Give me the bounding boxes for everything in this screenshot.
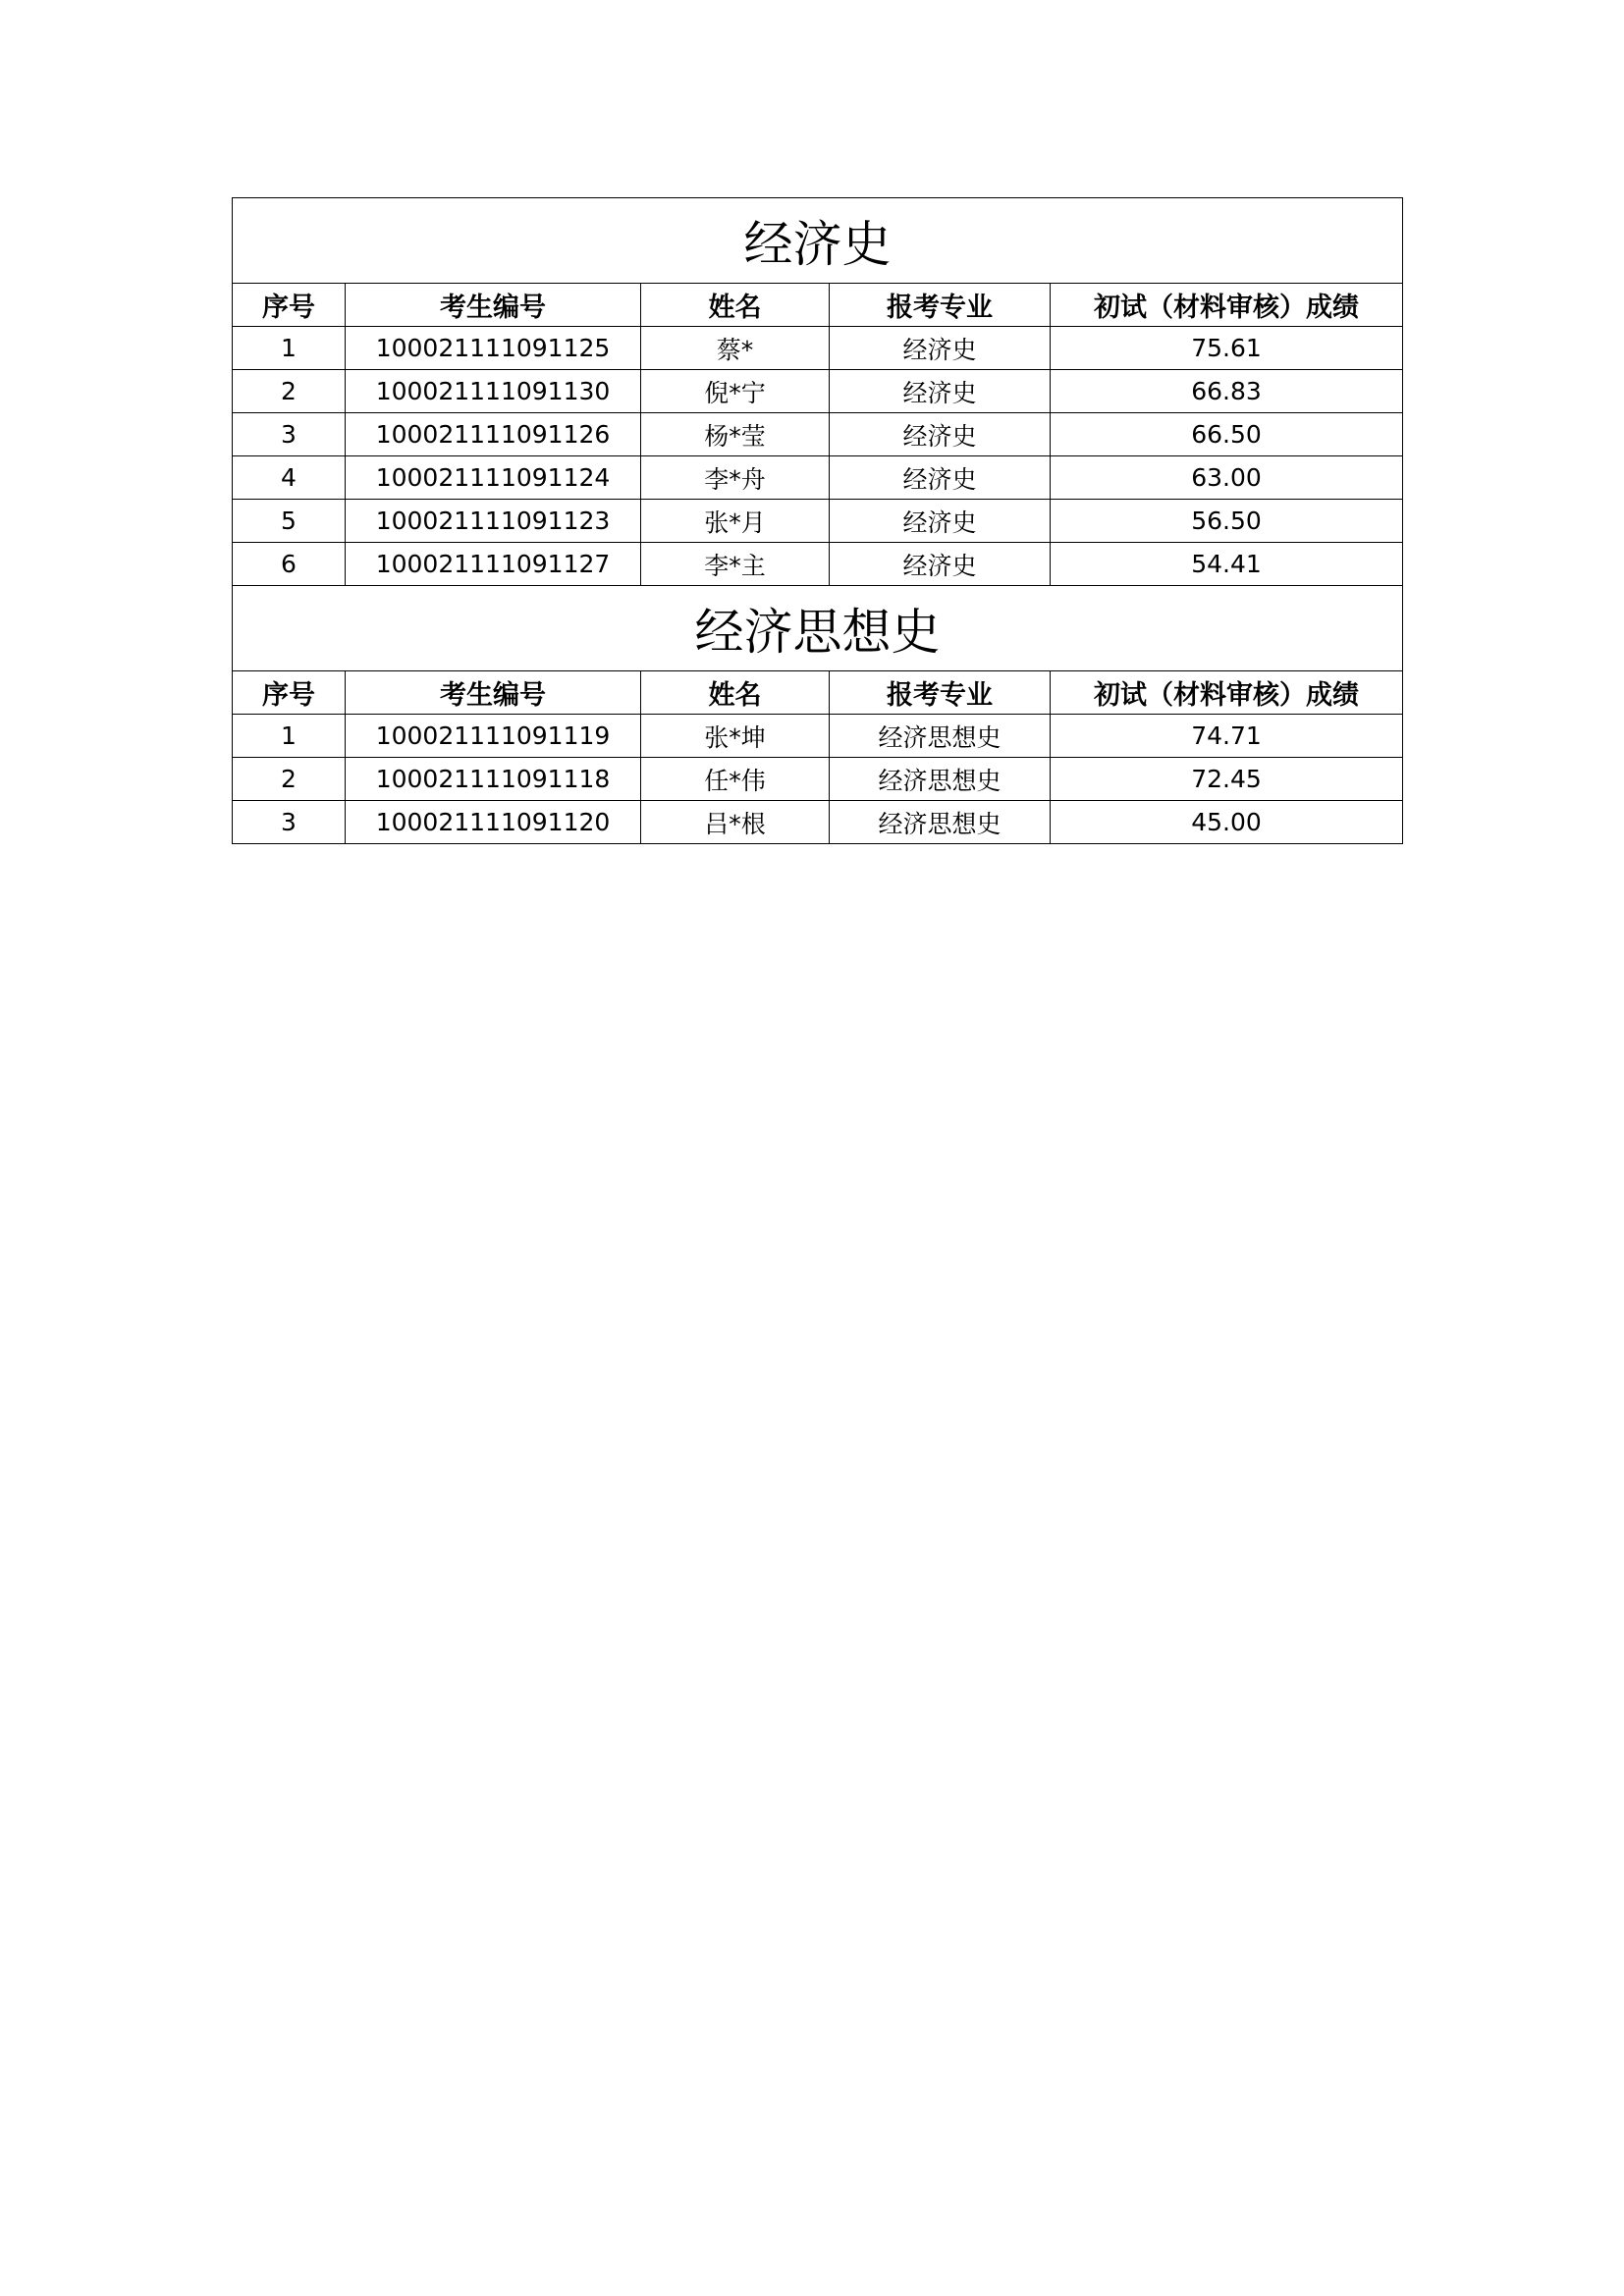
cell-candidate-id: 100021111091125 — [346, 327, 641, 370]
section-title: 经济思想史 — [233, 586, 1403, 671]
cell-candidate-id: 100021111091123 — [346, 500, 641, 543]
cell-major: 经济思想史 — [830, 758, 1051, 801]
table-row — [233, 758, 1403, 801]
cell-name: 张*月 — [641, 500, 830, 543]
cell-name: 蔡* — [641, 327, 830, 370]
table-row — [233, 456, 1403, 500]
cell-major: 经济思想史 — [830, 801, 1051, 844]
cell-name: 任*伟 — [641, 758, 830, 801]
table-row — [233, 543, 1403, 586]
table-row — [233, 500, 1403, 543]
cell-index: 2 — [233, 758, 346, 801]
cell-score: 66.83 — [1051, 370, 1403, 413]
score-table-body — [233, 198, 1403, 844]
cell-index: 3 — [233, 801, 346, 844]
cell-score: 63.00 — [1051, 456, 1403, 500]
header-major: 报考专业 — [830, 284, 1051, 327]
cell-index: 6 — [233, 543, 346, 586]
header-score: 初试（材料审核）成绩 — [1051, 284, 1403, 327]
cell-index: 1 — [233, 715, 346, 758]
table-row — [233, 715, 1403, 758]
header-score: 初试（材料审核）成绩 — [1051, 671, 1403, 715]
cell-candidate-id: 100021111091119 — [346, 715, 641, 758]
cell-candidate-id: 100021111091130 — [346, 370, 641, 413]
header-row — [233, 284, 1403, 327]
cell-index: 1 — [233, 327, 346, 370]
header-index: 序号 — [233, 284, 346, 327]
cell-candidate-id: 100021111091120 — [346, 801, 641, 844]
header-candidate-id: 考生编号 — [346, 284, 641, 327]
header-row — [233, 671, 1403, 715]
table-row — [233, 370, 1403, 413]
cell-major: 经济史 — [830, 500, 1051, 543]
cell-index: 3 — [233, 413, 346, 456]
header-index: 序号 — [233, 671, 346, 715]
cell-score: 45.00 — [1051, 801, 1403, 844]
header-name: 姓名 — [641, 284, 830, 327]
cell-major: 经济史 — [830, 413, 1051, 456]
cell-major: 经济思想史 — [830, 715, 1051, 758]
cell-candidate-id: 100021111091118 — [346, 758, 641, 801]
section-title: 经济史 — [233, 198, 1403, 284]
cell-candidate-id: 100021111091127 — [346, 543, 641, 586]
cell-name: 吕*根 — [641, 801, 830, 844]
cell-index: 4 — [233, 456, 346, 500]
cell-score: 74.71 — [1051, 715, 1403, 758]
cell-score: 54.41 — [1051, 543, 1403, 586]
cell-score: 72.45 — [1051, 758, 1403, 801]
cell-candidate-id: 100021111091126 — [346, 413, 641, 456]
cell-name: 李*舟 — [641, 456, 830, 500]
table-row — [233, 327, 1403, 370]
table-row — [233, 801, 1403, 844]
header-major: 报考专业 — [830, 671, 1051, 715]
cell-major: 经济史 — [830, 456, 1051, 500]
header-name: 姓名 — [641, 671, 830, 715]
table-row — [233, 413, 1403, 456]
cell-index: 2 — [233, 370, 346, 413]
cell-major: 经济史 — [830, 327, 1051, 370]
section-title-row — [233, 586, 1403, 671]
cell-score: 75.61 — [1051, 327, 1403, 370]
cell-name: 杨*莹 — [641, 413, 830, 456]
cell-score: 66.50 — [1051, 413, 1403, 456]
cell-index: 5 — [233, 500, 346, 543]
cell-score: 56.50 — [1051, 500, 1403, 543]
cell-name: 李*主 — [641, 543, 830, 586]
cell-candidate-id: 100021111091124 — [346, 456, 641, 500]
score-table — [232, 197, 1403, 844]
section-title-row — [233, 198, 1403, 284]
header-candidate-id: 考生编号 — [346, 671, 641, 715]
cell-major: 经济史 — [830, 543, 1051, 586]
cell-name: 张*坤 — [641, 715, 830, 758]
cell-name: 倪*宁 — [641, 370, 830, 413]
cell-major: 经济史 — [830, 370, 1051, 413]
